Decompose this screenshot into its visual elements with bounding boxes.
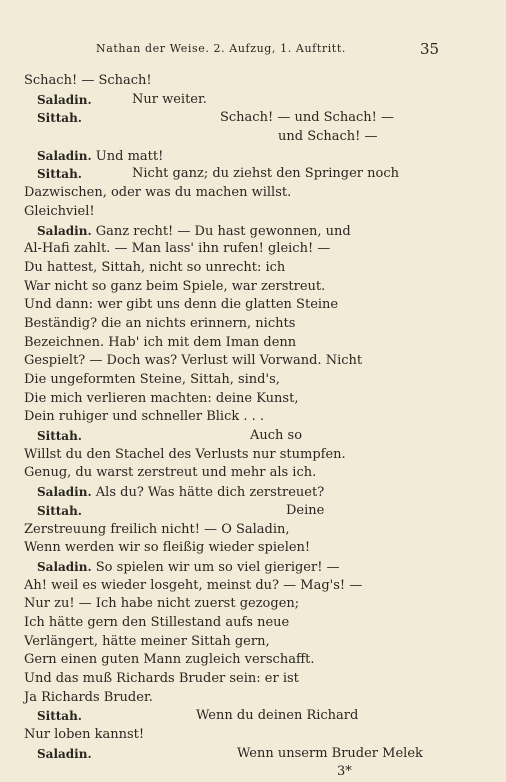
text-line <box>24 726 454 745</box>
verse-text: Ah! weil es wieder losgeht, meinst du? — Mag's! — <box>24 577 363 593</box>
signature-mark: 3* <box>337 764 352 780</box>
text-line <box>24 408 454 427</box>
speaker-name: Sittah. <box>37 709 82 724</box>
verse-text: Gleichviel! <box>24 203 95 219</box>
page-number: 35 <box>420 40 440 58</box>
verse-text: Bezeichnen. Hab' ich mit dem Iman denn <box>24 334 297 350</box>
text-line <box>24 128 454 147</box>
text-line <box>24 184 454 203</box>
text-line <box>24 334 454 353</box>
verse-text: Gern einen guten Mann zugleich verschafft. <box>24 652 315 668</box>
text-line <box>24 203 454 222</box>
speaker-name: Sittah. <box>37 167 82 182</box>
verse-text: Nur zu! — Ich habe nicht zuerst gezogen; <box>24 596 300 612</box>
verse-text: Nicht ganz; du ziehst den Springer noch <box>132 166 399 182</box>
text-line <box>24 296 454 315</box>
text-line <box>24 91 454 110</box>
text-line <box>24 577 454 596</box>
verse-text: Du hattest, Sittah, nicht so unrecht: ich <box>24 259 286 275</box>
verse-text: Genug, du warst zerstreut und mehr als ich. <box>24 465 317 481</box>
text-line <box>24 240 454 259</box>
verse-text: Als du? Was hätte dich zerstreuet? <box>95 485 325 501</box>
verse-text: Al-Hafi zahlt. — Man lass' ihn rufen! gleich! — <box>24 241 331 257</box>
verse-text: So spielen wir um so viel gieriger! — <box>95 559 340 575</box>
verse-text: Und dann: wer gibt uns denn die glatten Steine <box>24 297 339 313</box>
running-head: Nathan der Weise. 2. Aufzug, 1. Auftritt. <box>96 42 346 55</box>
text-line <box>24 147 454 166</box>
verse-text: Deine <box>286 502 325 518</box>
verse-text: Wenn unserm Bruder Melek <box>237 745 423 761</box>
verse-text: Dein ruhiger und schneller Blick . . . <box>24 409 265 425</box>
verse-text: Gespielt? — Doch was? Verlust will Vorwand. Nicht <box>24 353 363 369</box>
text-line <box>24 539 454 558</box>
speaker-name: Sittah. <box>37 111 82 126</box>
verse-text: Willst du den Stachel des Verlusts nur stumpfen. <box>24 446 346 462</box>
text-line <box>24 558 454 577</box>
verse-text: Die mich verlieren machten: deine Kunst, <box>24 390 299 406</box>
text-line <box>24 614 454 633</box>
verse-text: Wenn du deinen Richard <box>196 708 359 724</box>
verse-text: Ja Richards Bruder. <box>24 689 153 705</box>
text-line <box>24 483 454 502</box>
verse-text: Wenn werden wir so fleißig wieder spielen! <box>24 540 311 556</box>
text-line <box>24 222 454 241</box>
verse-text: Ganz recht! — Du hast gewonnen, und <box>95 223 351 239</box>
text-line <box>24 689 454 708</box>
text-line <box>24 521 454 540</box>
speaker-name: Saladin. <box>37 559 92 574</box>
text-line <box>24 315 454 334</box>
speaker-name: Sittah. <box>37 429 82 444</box>
text-line <box>24 633 454 652</box>
verse-text: Verlängert, hätte meiner Sittah gern, <box>24 633 270 649</box>
text-line <box>24 109 454 128</box>
verse-text: Ich hätte gern den Stillestand aufs neue <box>24 614 290 630</box>
drama-text <box>24 72 454 782</box>
text-line <box>24 278 454 297</box>
text-line <box>24 502 454 521</box>
verse-text: War nicht so ganz beim Spiele, war zerstreut. <box>24 278 326 294</box>
text-line <box>24 352 454 371</box>
verse-text: und Schach! — <box>278 129 378 145</box>
speaker-name: Saladin. <box>37 223 92 238</box>
speaker-name: Saladin. <box>37 746 92 761</box>
speaker-name: Saladin. <box>37 148 92 163</box>
text-line <box>24 651 454 670</box>
verse-text: Und das muß Richards Bruder sein: er ist <box>24 671 299 686</box>
speaker-name: Sittah. <box>37 503 82 518</box>
verse-text: Auch so <box>250 428 303 444</box>
text-line <box>24 464 454 483</box>
text-line <box>24 670 454 689</box>
text-line <box>24 72 454 91</box>
verse-text: Beständig? die an nichts erinnern, nichts <box>24 315 296 331</box>
verse-text: Dazwischen, oder was du machen willst. <box>24 185 292 201</box>
page-header <box>0 40 506 60</box>
text-line <box>24 371 454 390</box>
text-line <box>24 763 454 782</box>
speaker-name: Saladin. <box>37 92 92 107</box>
text-line <box>24 446 454 465</box>
verse-text: Zerstreuung freilich nicht! — O Saladin, <box>24 521 290 537</box>
text-line <box>24 745 454 764</box>
text-line <box>24 707 454 726</box>
speaker-name: Saladin. <box>37 485 92 500</box>
verse-text: Nur weiter. <box>132 91 207 107</box>
text-line <box>24 165 454 184</box>
text-line <box>24 595 454 614</box>
verse-text: Nur loben kannst! <box>24 727 145 743</box>
verse-text: Die ungeformten Steine, Sittah, sind's, <box>24 372 280 387</box>
verse-text: Schach! — und Schach! — <box>220 110 394 126</box>
text-line <box>24 427 454 446</box>
text-line <box>24 390 454 409</box>
verse-text: Und matt! <box>95 148 164 164</box>
text-line <box>24 259 454 278</box>
verse-text: Schach! — Schach! <box>24 73 152 88</box>
